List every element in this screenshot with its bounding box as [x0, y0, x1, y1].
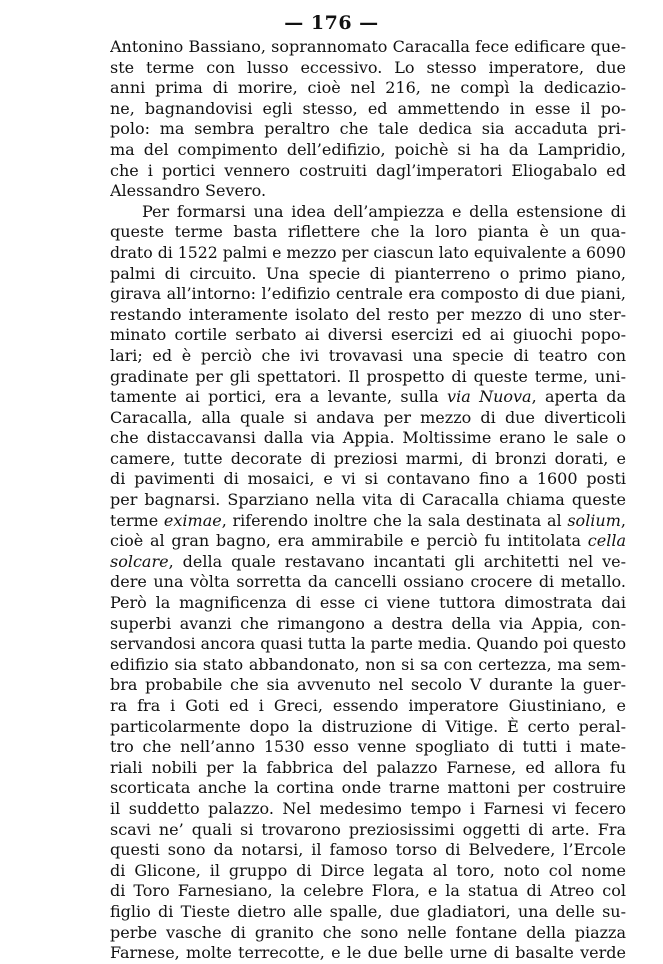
text-line — [110, 614, 626, 635]
text-line — [110, 758, 626, 779]
text-line — [110, 923, 626, 944]
text-run: drato di 1522 palmi e mezzo per ciascun lato equivalente a 6090 — [110, 242, 626, 262]
text-line — [110, 37, 626, 58]
text-run: Alessandro Severo. — [110, 181, 267, 201]
text-run: per bagnarsi. Sparziano nella vita di Caracalla chiama queste — [110, 490, 626, 510]
text-run: Per formarsi una idea dell’ampiezza e della estensione di — [142, 201, 626, 221]
text-line — [110, 572, 626, 593]
text-run: riali nobili per la fabbrica del palazzo Farnese, ed allora fu — [110, 757, 626, 777]
text-line — [110, 490, 626, 511]
text-line — [110, 943, 626, 964]
text-run: Caracalla, alla quale si andava per mezzo di due diverticoli — [110, 407, 626, 427]
text-run: palmi di circuito. Una specie di pianterreno o primo piano, — [110, 263, 626, 283]
text-run: polo: ma sembra peraltro che tale dedica sia accaduta pri- — [110, 119, 626, 139]
italic-term: via Nuova — [447, 387, 532, 407]
text-line — [110, 305, 626, 326]
text-run: Farnese, molte terrecotte, e le due belle urne di basalte verde — [110, 943, 626, 963]
text-run: che distaccavansi dalla via Appia. Moltissime erano le sale o — [110, 428, 626, 448]
text-run: camere, tutte decorate di preziosi marmi, di bronzi dorati, e — [110, 448, 626, 468]
text-run: terme — [110, 510, 164, 530]
text-run: servandosi ancora quasi tutta la parte media. Quando poi questo — [110, 634, 627, 654]
text-run: girava all’intorno: l’edifizio centrale era composto di due piani, — [110, 284, 626, 304]
text-run: anni prima di morire, cioè nel 216, ne compì la dedicazio- — [110, 78, 626, 98]
text-line — [110, 119, 626, 140]
text-line — [110, 469, 626, 490]
text-run: di pavimenti di mosaici, e vi si contavano fino a 1600 posti — [110, 469, 626, 489]
text-run: che i portici vennero costruiti dagl’imperatori Eliogabalo ed — [110, 160, 626, 180]
text-line — [110, 799, 626, 820]
italic-term: solcare — [110, 551, 169, 571]
text-line — [110, 161, 626, 182]
text-run: figlio di Tieste dietro alle spalle, due gladiatori, una delle su- — [110, 901, 626, 921]
text-line — [110, 367, 626, 388]
text-line — [110, 902, 626, 923]
text-run: ne, bagnandovisi egli stesso, ed ammettendo in esse il po- — [110, 98, 626, 118]
text-run: ma del compimento dell’edifizio, poichè si ha da Lampridio, — [110, 139, 626, 159]
text-run: tamente ai portici, era a levante, sulla — [110, 387, 448, 407]
text-run: perbe vasche di granito che sono nelle fontane della piazza — [110, 922, 626, 942]
text-line — [110, 593, 626, 614]
text-line — [110, 387, 626, 408]
text-line — [110, 655, 626, 676]
text-run: particolarmente dopo la distruzione di Vitige. È certo peral- — [110, 716, 626, 736]
text-line — [110, 531, 626, 552]
text-line — [110, 717, 626, 738]
body-text — [110, 37, 626, 964]
text-run: Antonino Bassiano, soprannomato Caracalla fece edificare que- — [110, 37, 626, 56]
italic-term: cella — [587, 531, 626, 551]
text-line — [110, 861, 626, 882]
text-run: tro che nell’anno 1530 esso venne spogliato di tutti i mate- — [110, 737, 626, 757]
text-line — [110, 840, 626, 861]
text-run: Però la magnificenza di esse ci viene tuttora dimostrata dai — [110, 593, 626, 613]
text-line — [110, 737, 626, 758]
text-line — [110, 264, 626, 285]
text-line — [110, 511, 626, 532]
text-line — [110, 325, 626, 346]
italic-term: eximae — [163, 510, 222, 530]
text-run: questi sono da notarsi, il famoso torso di Belvedere, l’Ercole — [110, 840, 626, 860]
text-line — [110, 778, 626, 799]
text-run: gradinate per gli spettatori. Il prospetto di queste terme, uni- — [110, 366, 626, 386]
text-line — [110, 222, 626, 243]
text-run: di Toro Farnesiano, la celebre Flora, e la statua di Atreo col — [110, 881, 626, 901]
text-run: ra fra i Goti ed i Greci, essendo imperatore Giustiniano, e — [110, 696, 626, 715]
text-line — [110, 243, 626, 264]
text-run: scorticata anche la cortina onde trarne mattoni per costruire — [110, 778, 626, 798]
text-run: edifizio sia stato abbandonato, non si sa con certezza, ma sem- — [110, 654, 626, 674]
text-line — [110, 696, 626, 717]
text-line — [110, 675, 626, 696]
text-run: ste terme con lusso eccessivo. Lo stesso imperatore, due — [110, 57, 626, 77]
text-line — [110, 449, 626, 470]
text-line — [110, 99, 626, 120]
text-line — [110, 881, 626, 902]
text-run: , riferendo inoltre che la sala destinata al — [221, 510, 568, 530]
paragraph — [110, 202, 626, 964]
text-line — [110, 181, 626, 202]
text-run: cioè al gran bagno, era ammirabile e perciò fu intitolata — [110, 531, 588, 551]
text-run: restando interamente isolato del resto per mezzo di uno ster- — [110, 304, 626, 324]
text-line — [110, 202, 626, 223]
text-run: di Glicone, il gruppo di Dirce legata al toro, noto col nome — [110, 860, 626, 880]
text-line — [110, 634, 626, 655]
text-run: bra probabile che sia avvenuto nel secolo V durante la guer- — [110, 675, 626, 695]
text-line — [110, 408, 626, 429]
text-line — [110, 284, 626, 305]
text-run: queste terme basta riflettere che la loro pianta è un qua- — [110, 222, 626, 242]
text-line — [110, 820, 626, 841]
text-line — [110, 428, 626, 449]
text-run: minato cortile serbato ai diversi esercizi ed ai giuochi popo- — [110, 325, 626, 345]
italic-term: solium — [567, 510, 621, 530]
text-run: , aperta da — [531, 387, 626, 407]
text-line — [110, 58, 626, 79]
text-line — [110, 78, 626, 99]
text-run: il suddetto palazzo. Nel medesimo tempo i Farnesi vi fecero — [110, 798, 626, 818]
text-line — [110, 346, 626, 367]
paragraph — [110, 37, 626, 202]
text-run: , della quale restavano incantati gli architetti nel ve- — [168, 551, 626, 571]
text-run: superbi avanzi che rimangono a destra della via Appia, con- — [110, 613, 626, 633]
text-run: , — [620, 510, 626, 530]
text-run: dere una vòlta sorretta da cancelli ossiano crocere di metallo. — [110, 572, 626, 592]
text-run: lari; ed è perciò che ivi trovavasi una specie di teatro con — [110, 345, 626, 365]
text-run: scavi ne’ quali si trovarono preziosissimi oggetti di arte. Fra — [110, 819, 626, 839]
text-line — [110, 140, 626, 161]
text-line — [110, 552, 626, 573]
page-number-header: — 176 — — [284, 12, 379, 34]
